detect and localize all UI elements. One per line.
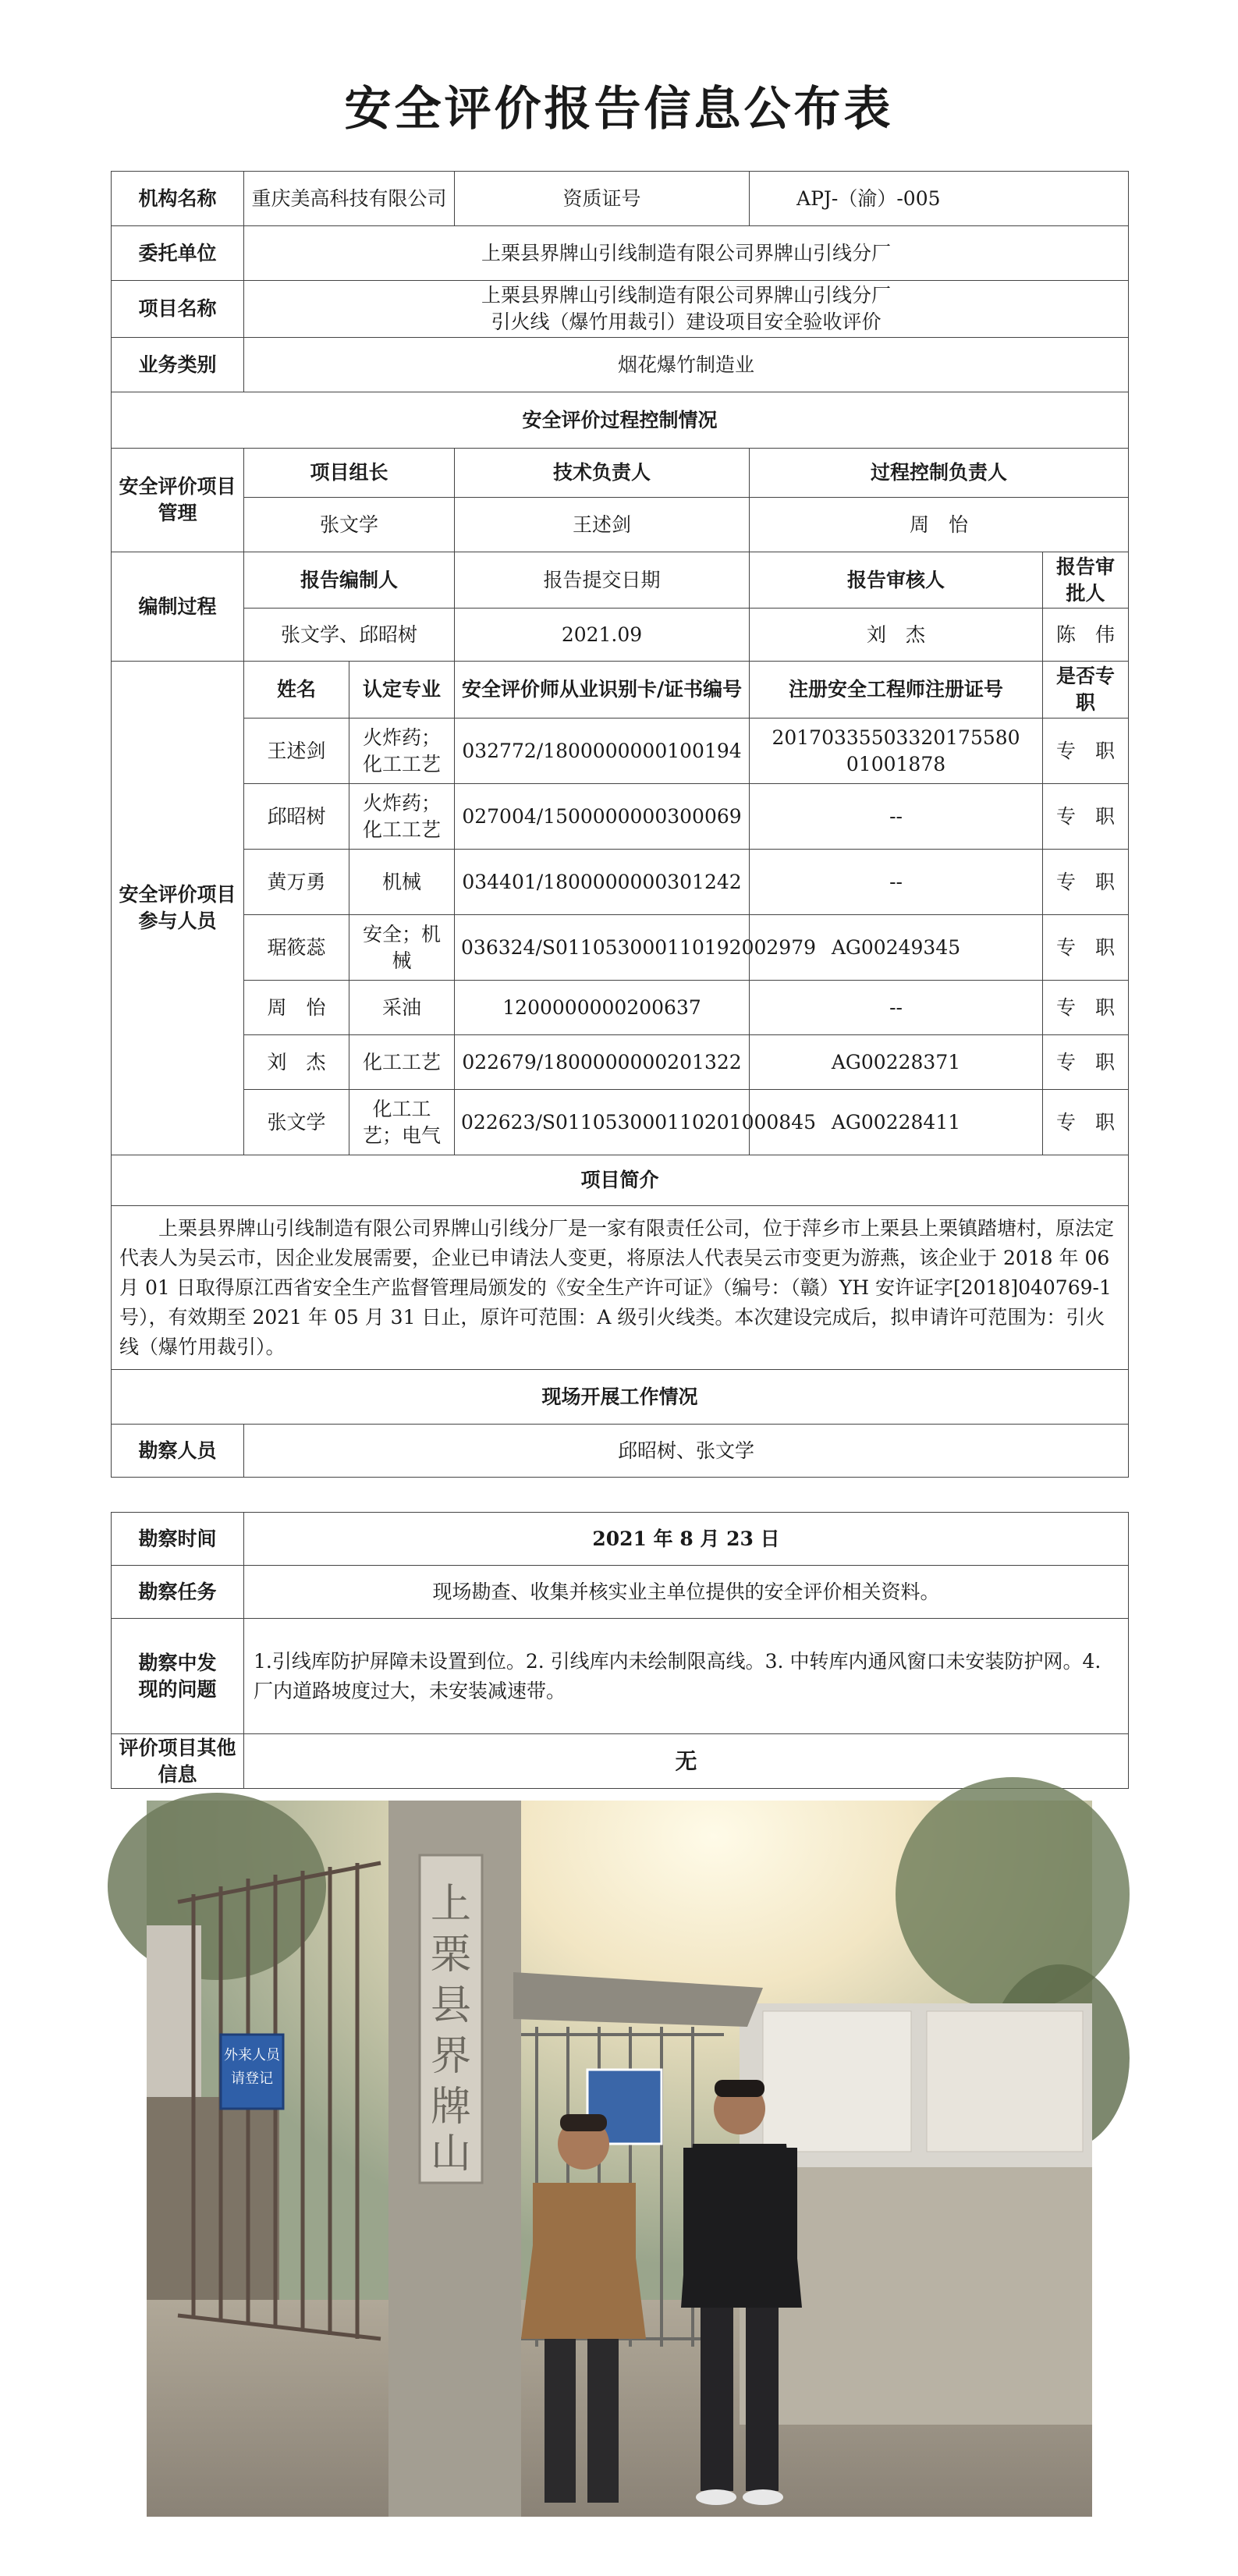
site-photo	[147, 1801, 1092, 2517]
compile-date-header: 报告提交日期	[455, 552, 750, 609]
staff-card: 022679/1800000000201322	[455, 1035, 750, 1090]
compile-writer: 张文学、邱昭树	[244, 609, 455, 662]
staff-reg: --	[750, 981, 1043, 1035]
staff-fulltime: 专 职	[1043, 784, 1129, 850]
site-photo-illustration	[147, 1801, 1092, 2517]
mgmt-leader: 张文学	[244, 498, 455, 552]
field-header: 现场开展工作情况	[112, 1370, 1129, 1425]
other-value: 无	[244, 1734, 1129, 1789]
staff-reg: --	[750, 850, 1043, 915]
staff-fulltime: 专 职	[1043, 1090, 1129, 1155]
table-row	[112, 915, 1129, 981]
staff-card: 036324/S011053000110192002979	[455, 915, 750, 981]
staff-card-header: 安全评价师从业识别卡/证书编号	[455, 662, 750, 719]
staff-reg: AG00249345	[750, 915, 1043, 981]
project-value	[244, 281, 1129, 338]
org-name-value: 重庆美高科技有限公司	[244, 172, 455, 226]
staff-name: 邱昭树	[244, 784, 349, 850]
staff-name: 张文学	[244, 1090, 349, 1155]
staff-fulltime: 专 职	[1043, 719, 1129, 784]
survey-task-value: 现场勘查、收集并核实业主单位提供的安全评价相关资料。	[244, 1566, 1129, 1619]
staff-card: 032772/1800000000100194	[455, 719, 750, 784]
mgmt-control: 周 怡	[750, 498, 1129, 552]
staff-fulltime-header: 是否专职	[1043, 662, 1129, 719]
project-label: 项目名称	[112, 281, 244, 338]
intro-header: 项目简介	[112, 1155, 1129, 1206]
survey-time-label: 勘察时间	[112, 1513, 244, 1566]
table-row	[112, 719, 1129, 784]
business-value: 烟花爆竹制造业	[244, 338, 1129, 392]
other-label: 评价项目其他信息	[112, 1734, 244, 1789]
staff-fulltime: 专 职	[1043, 1035, 1129, 1090]
issues-value: 1.引线库防护屏障未设置到位。2. 引线库内未绘制限高线。3. 中转库内通风窗口未安装防护网。4. 厂内道路坡度过大，未安装减速带。	[244, 1619, 1129, 1734]
compile-label: 编制过程	[112, 552, 244, 662]
staff-reg: AG00228371	[750, 1035, 1043, 1090]
table-row	[112, 981, 1129, 1035]
staff-fulltime: 专 职	[1043, 850, 1129, 915]
cert-label: 资质证号	[455, 172, 750, 226]
table-row	[112, 1035, 1129, 1090]
mgmt-control-header: 过程控制负责人	[750, 449, 1129, 498]
staff-card: 034401/1800000000301242	[455, 850, 750, 915]
table-row	[112, 850, 1129, 915]
org-name-label: 机构名称	[112, 172, 244, 226]
staff-major: 机械	[349, 850, 455, 915]
svg-text:外来人员: 外来人员	[224, 2047, 280, 2063]
staff-fulltime: 专 职	[1043, 981, 1129, 1035]
staff-major: 采油	[349, 981, 455, 1035]
survey-staff-value: 邱昭树、张文学	[244, 1425, 1129, 1478]
page-title: 安全评价报告信息公布表	[344, 82, 894, 137]
staff-reg: AG00228411	[750, 1090, 1043, 1155]
svg-text:牌: 牌	[430, 2084, 472, 2131]
intro-text: 上栗县界牌山引线制造有限公司界牌山引线分厂是一家有限责任公司，位于萍乡市上栗县上栗镇踏塘村，原法定代表人为吴云市，因企业发展需要，企业已申请法人变更，将原法人代表吴云市变更为游燕，该企业于 2018 年 06 月 01 日取得原江西省安全生产监督管理局颁发的《安全生产许可证》（编号：（赣）YH 安许证字[2018]040769-1 号），有效期至 2021 年 05 月 31 日止，原许可范围：A 级引火线类。本次建设完成后，拟申请许可范围为：引火线（爆竹用裁引）。	[112, 1206, 1129, 1370]
staff-major: 火炸药；化工工艺	[349, 719, 455, 784]
table-row	[112, 1090, 1129, 1155]
compile-reviewer-header: 报告审核人	[750, 552, 1043, 609]
svg-text:界: 界	[430, 2033, 472, 2080]
issues-label: 勘察中发现的问题	[112, 1619, 244, 1734]
compile-writer-header: 报告编制人	[244, 552, 455, 609]
staff-major: 化工工艺	[349, 1035, 455, 1090]
staff-fulltime: 专 职	[1043, 915, 1129, 981]
business-label: 业务类别	[112, 338, 244, 392]
svg-text:山: 山	[430, 2131, 472, 2177]
table-row	[112, 784, 1129, 850]
staff-name: 周 怡	[244, 981, 349, 1035]
staff-major: 安全；机械	[349, 915, 455, 981]
gate-sign-char: 上	[430, 1881, 472, 1928]
staff-major: 化工工艺；电气	[349, 1090, 455, 1155]
staff-card: 022623/S011053000110201000845	[455, 1090, 750, 1155]
staff-name: 琚筱蕊	[244, 915, 349, 981]
client-value: 上栗县界牌山引线制造有限公司界牌山引线分厂	[244, 226, 1129, 281]
staff-major-header: 认定专业	[349, 662, 455, 719]
survey-task-label: 勘察任务	[112, 1566, 244, 1619]
staff-name: 黄万勇	[244, 850, 349, 915]
compile-reviewer: 刘 杰	[750, 609, 1043, 662]
survey-time-value: 2021 年 8 月 23 日	[244, 1513, 1129, 1566]
survey-staff-label: 勘察人员	[112, 1425, 244, 1478]
staff-reg-header: 注册安全工程师注册证号	[750, 662, 1043, 719]
compile-approver: 陈 伟	[1043, 609, 1129, 662]
staff-label: 安全评价项目参与人员	[112, 662, 244, 1155]
mgmt-tech: 王述剑	[455, 498, 750, 552]
staff-card: 1200000000200637	[455, 981, 750, 1035]
staff-major: 火炸药；化工工艺	[349, 784, 455, 850]
svg-text:请登记: 请登记	[231, 2070, 273, 2087]
info-table	[111, 171, 1129, 1478]
cert-value: APJ-（渝）-005	[750, 172, 1129, 226]
mgmt-label: 安全评价项目管理	[112, 449, 244, 552]
mgmt-tech-header: 技术负责人	[455, 449, 750, 498]
svg-text:县: 县	[430, 1982, 472, 2029]
staff-card: 027004/1500000000300069	[455, 784, 750, 850]
survey-table	[111, 1512, 1129, 1789]
mgmt-leader-header: 项目组长	[244, 449, 455, 498]
compile-date: 2021.09	[455, 609, 750, 662]
process-header: 安全评价过程控制情况	[112, 392, 1129, 449]
compile-approver-header: 报告审批人	[1043, 552, 1129, 609]
project-line-2: 引火线（爆竹用裁引）建设项目安全验收评价	[491, 310, 881, 333]
client-label: 委托单位	[112, 226, 244, 281]
staff-name: 王述剑	[244, 719, 349, 784]
svg-text:栗: 栗	[430, 1932, 472, 1978]
staff-name: 刘 杰	[244, 1035, 349, 1090]
project-line-1: 上栗县界牌山引线制造有限公司界牌山引线分厂	[481, 284, 892, 307]
staff-name-header: 姓名	[244, 662, 349, 719]
staff-reg: 20170335503320175580 01001878	[750, 719, 1043, 784]
staff-reg: --	[750, 784, 1043, 850]
